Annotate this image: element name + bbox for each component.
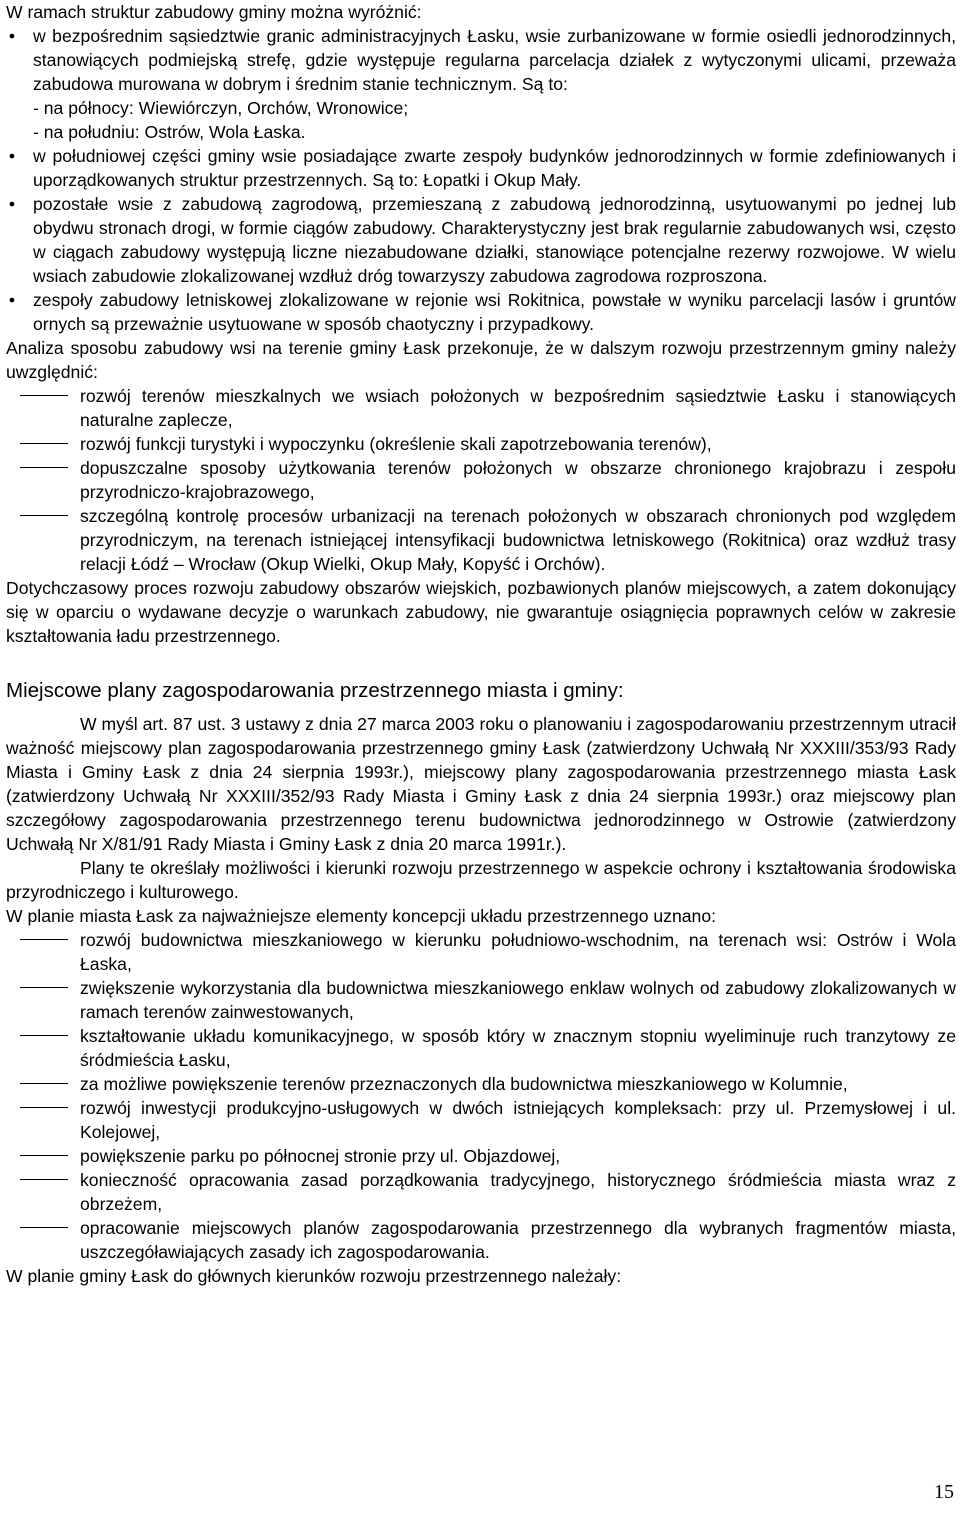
list-item: rozwój terenów mieszkalnych we wsiach położonych w bezpośrednim sąsiedztwie Łasku i stanowiących naturalne zaplecze, [6,384,956,432]
bullet-icon: • [8,290,16,310]
list-item: • w bezpośrednim sąsiedztwie granic administracyjnych Łasku, wsie zurbanizowane w formie osiedli jednorodzinnych, stanowiących podmiejską strefę, gdzie występuje regularna parcelacja działek z wytyczonymi ulicami, przeważa zabudowa murowana w dobrym i średnim stanie technicznym. Są to: - na północy: Wiewiórczyn, Orchów, Wronowice; - na południu: Ostrów, Wola Łaska. [6,24,956,144]
list-item: za możliwe powiększenie terenów przeznaczonych dla budownictwa mieszkaniowego w Kolumnie, [6,1072,956,1096]
list-item: kształtowanie układu komunikacyjnego, w sposób który w znacznym stopniu wyeliminuje ruch tranzytowy ze śródmieścia Łasku, [6,1024,956,1072]
list-item: szczególną kontrolę procesów urbanizacji na terenach położonych w obszarach chronionych pod względem przyrodniczym, na terenach istniejącej intensyfikacji budownictwa letniskowego (Rokitnica) oraz wzdłuż trasy relacji Łódź – Wrocław (Okup Wielki, Okup Mały, Kopyść i Orchów). [6,504,956,576]
dash-icon [20,515,68,516]
dash-icon [20,1083,68,1084]
analysis-list [6,384,956,576]
list-item: • pozostałe wsie z zabudową zagrodową, przemieszaną z zabudową jednorodzinną, usytuowanymi po jednej lub obydwu stronach drogi, w formie ciągów zabudowy. Charakterystyczny jest brak regularnie zabudowanych wsi, często w ciągach zabudowy występują liczne niezabudowane działki, stanowiące potencjalne rezerwy rozwojowe. W wielu wsiach zabudowie zlokalizowanej wzdłuż dróg towarzyszy zabudowa zagrodowa rozproszona. [6,192,956,288]
bullet-icon: • [8,194,16,214]
analysis-paragraph: Analiza sposobu zabudowy wsi na terenie gminy Łask przekonuje, że w dalszym rozwoju przestrzennym gminy należy uwzględnić: [6,338,956,382]
dash-icon [20,443,68,444]
city-plan-list [6,928,956,1264]
summary-paragraph: Dotychczasowy proces rozwoju zabudowy obszarów wiejskich, pozbawionych planów miejscowych, a zatem dokonujący się w oparciu o wydawane decyzje o warunkach zabudowy, nie gwarantuje osiągnięcia poprawnych celów w zakresie kształtowania ładu przestrzennego. [6,578,956,646]
list-item: • w południowej części gminy wsie posiadające zwarte zespoły budynków jednorodzinnych w formie zdefiniowanych i uporządkowanych struktur przestrzennych. Są to: Łopatki i Okup Mały. [6,144,956,192]
sub-line: - na północy: Wiewiórczyn, Orchów, Wronowice; [33,98,409,118]
dash-icon [20,1179,68,1180]
document-page [6,0,956,1288]
list-item: opracowanie miejscowych planów zagospodarowania przestrzennego dla wybranych fragmentów miasta, uszczegóławiających zasady ich zagospodarowania. [6,1216,956,1264]
dash-icon [20,1227,68,1228]
dash-icon [20,467,68,468]
sub-line: - na południu: Ostrów, Wola Łaska. [33,122,306,142]
list-item: rozwój funkcji turystyki i wypoczynku (określenie skali zapotrzebowania terenów), [6,432,956,456]
list-item: zwiększenie wykorzystania dla budownictwa mieszkaniowego enklaw wolnych od zabudowy zlokalizowanych w ramach terenów zainwestowanych, [6,976,956,1024]
plans-paragraph: Plany te określały możliwości i kierunki rozwoju przestrzennego w aspekcie ochrony i kształtowania środowiska przyrodniczego i kulturowego. [6,858,956,902]
section-heading: Miejscowe plany zagospodarowania przestrzennego miasta i gminy: [6,679,624,702]
dash-icon [20,1155,68,1156]
intro-paragraph: W ramach struktur zabudowy gminy można wyróżnić: [6,2,422,22]
list-item: powiększenie parku po północnej stronie przy ul. Objazdowej, [6,1144,956,1168]
list-item: rozwój budownictwa mieszkaniowego w kierunku południowo-wschodnim, na terenach wsi: Ostrów i Wola Łaska, [6,928,956,976]
law-paragraph: W myśl art. 87 ust. 3 ustawy z dnia 27 marca 2003 roku o planowaniu i zagospodarowaniu przestrzennym utracił ważność miejscowy plan zagospodarowania przestrzennego gminy Łask (zatwierdzony Uchwałą Nr XXXIII/353/93 Rady Miasta i Gminy Łask z dnia 24 sierpnia 1993r.), miejscowy plany zagospodarowania przestrzennego miasta Łask (zatwierdzony Uchwałą Nr XXXIII/352/93 Rady Miasta i Gminy Łask z dnia 24 sierpnia 1993r.) oraz miejscowy plan szczegółowy zagospodarowania przestrzennego terenu budownictwa jednorodzinnego w Ostrowie (zatwierdzony Uchwałą Nr X/81/91 Rady Miasta i Gminy Łask z dnia 20 marca 1991r.). [6,714,956,854]
gmina-plan-intro: W planie gminy Łask do głównych kierunków rozwoju przestrzennego należały: [6,1266,622,1286]
page-number: 15 [934,1481,954,1503]
list-item: • zespoły zabudowy letniskowej zlokalizowane w rejonie wsi Rokitnica, powstałe w wyniku parcelacji lasów i gruntów ornych są przeważnie usytuowane w sposób chaotyczny i przypadkowy. [6,288,956,336]
dash-icon [20,987,68,988]
city-plan-intro: W planie miasta Łask za najważniejsze elementy koncepcji układu przestrzennego uznano: [6,906,717,926]
dash-icon [20,395,68,396]
dash-icon [20,939,68,940]
bullet-icon: • [8,146,16,166]
dash-icon [20,1035,68,1036]
bullet-icon: • [8,26,16,46]
list-item: rozwój inwestycji produkcyjno-usługowych w dwóch istniejących kompleksach: przy ul. Przemysłowej i ul. Kolejowej, [6,1096,956,1144]
settlement-types-list [6,24,956,336]
list-item: dopuszczalne sposoby użytkowania terenów położonych w obszarze chronionego krajobrazu i zespołu przyrodniczo-krajobrazowego, [6,456,956,504]
dash-icon [20,1107,68,1108]
list-item: konieczność opracowania zasad porządkowania tradycyjnego, historycznego śródmieścia miasta wraz z obrzeżem, [6,1168,956,1216]
